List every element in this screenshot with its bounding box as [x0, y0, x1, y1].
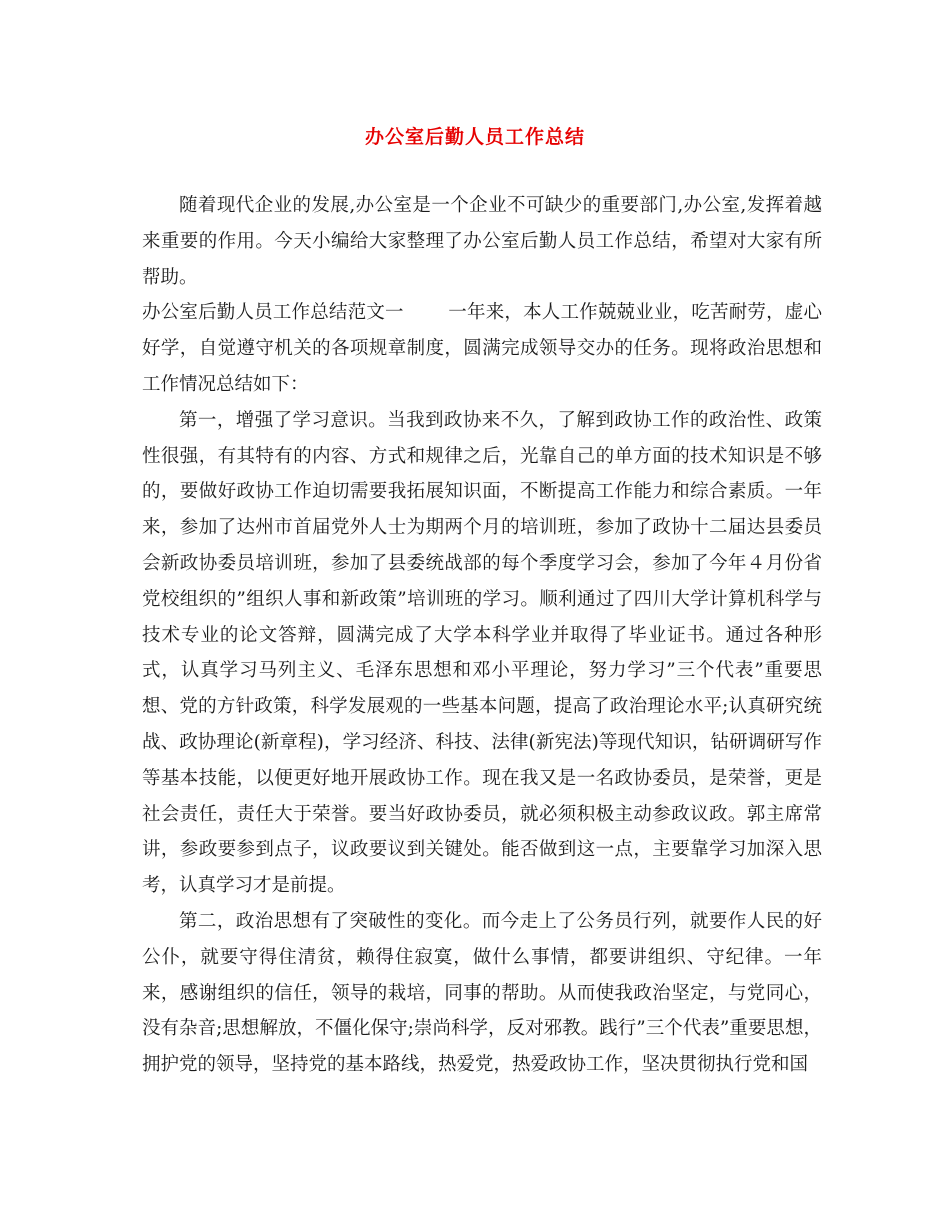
paragraph-first-point: 第一，增强了学习意识。当我到政协来不久，了解到政协工作的政治性、政策性很强，有其特有的内容、方式和规律之后，光靠自己的单方面的技术知识是不够的，要做好政协工作迫切需要我拓展知识面，不断提高工作能力和综合素质。一年来，参加了达州市首届党外人士为期两个月的培训班，参加了政协十二届达县委员会新政协委员培训班，参加了县委统战部的每个季度学习会，参加了今年４月份省党校组织的”组织人事和新政策”培训班的学习。顺利通过了四川大学计算机科学与技术专业的论文答辩，圆满完成了大学本科学业并取得了毕业证书。通过各种形式，认真学习马列主义、毛泽东思想和邓小平理论，努力学习”三个代表”重要思想、党的方针政策，科学发展观的一些基本问题，提高了政治理论水平;认真研究统战、政协理论(新章程)，学习经济、科技、法律(新宪法)等现代知识，钻研调研写作等基本技能，以便更好地开展政协工作。现在我又是一名政协委员，是荣誉，更是社会责任，责任大于荣誉。要当好政协委员，就必须积极主动参政议政。郭主席常讲，参政要参到点子，议政要议到关键处。能否做到这一点，主要靠学习加深入思考，认真学习才是前提。 [142, 409, 822, 897]
document-title: 办公室后勤人员工作总结 [364, 126, 585, 148]
intro-paragraph: 随着现代企业的发展,办公室是一个企业不可缺少的重要部门,办公室,发挥着越来重要的作用。今天小编给大家整理了办公室后勤人员工作总结，希望对大家有所帮助。 [142, 195, 822, 288]
section-intro-text: 一年来，本人工作兢兢业业，吃苦耐劳，虚心好学，自觉遵守机关的各项规章制度，圆满完成领导交办的任务。现将政治思想和工作情况总结如下： [142, 302, 822, 395]
document-body [142, 188, 822, 1083]
paragraph-second-point: 第二，政治思想有了突破性的变化。而今走上了公务员行列，就要作人民的好公仆，就要守得住清贫，赖得住寂寞，做什么事情，都要讲组织、守纪律。一年来，感谢组织的信任，领导的栽培，同事的帮助。从而使我政治坚定，与党同心，没有杂音;思想解放，不僵化保守;崇尚科学，反对邪教。践行”三个代表”重要思想，拥护党的领导，坚持党的基本路线，热爱党，热爱政协工作，坚决贯彻执行党和国 [142, 910, 822, 1076]
section-heading: 办公室后勤人员工作总结范文一 [142, 302, 404, 324]
section-paragraph [142, 295, 822, 402]
